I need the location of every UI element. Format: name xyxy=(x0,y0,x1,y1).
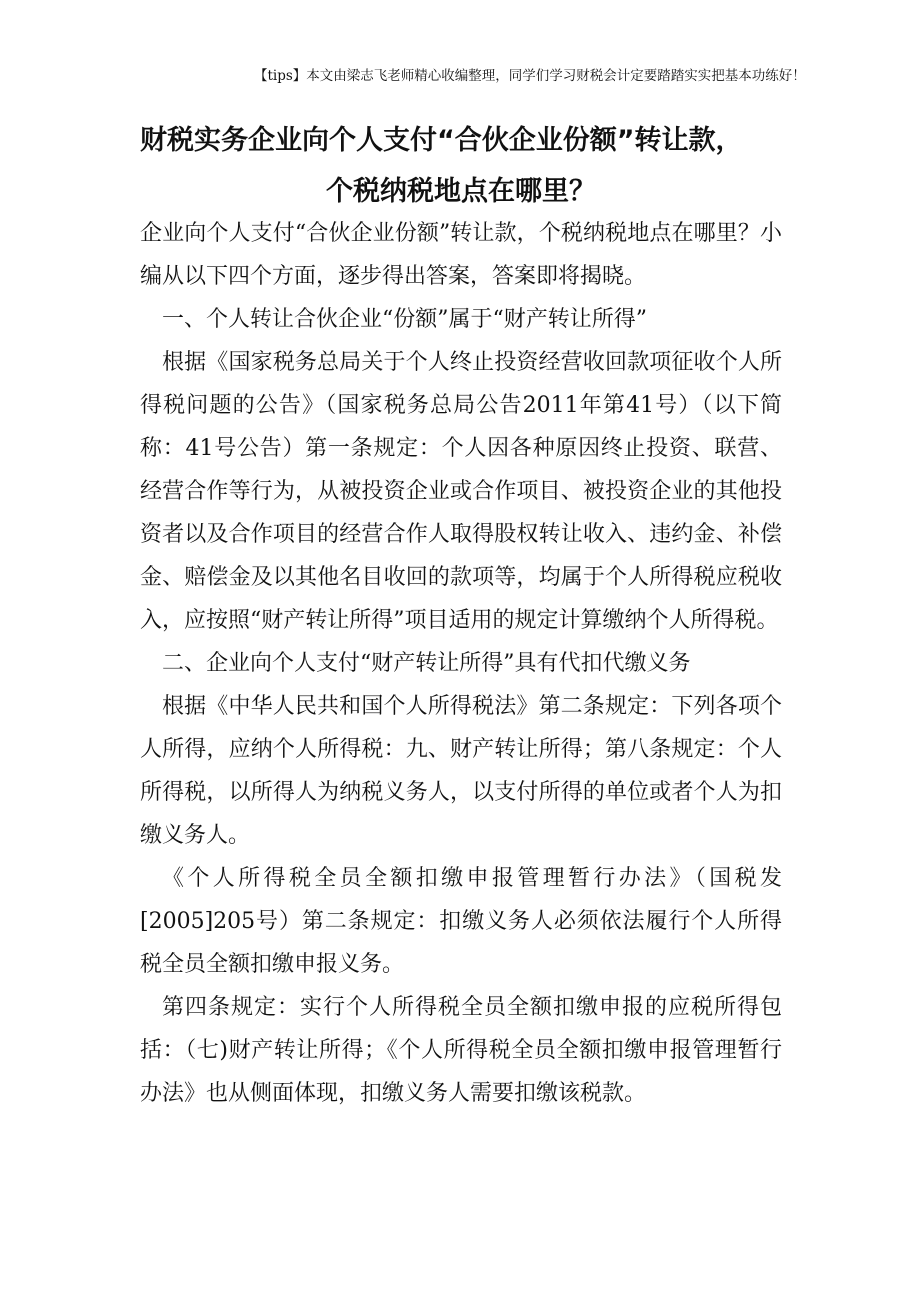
title-line-2: 个税纳税地点在哪里？ xyxy=(326,176,596,207)
body-paragraph: 《个人所得税全员全额扣缴申报管理暂行办法》（国税发[2005]205号）第二条规定：扣缴义务人必须依法履行个人所得税全员全额扣缴申报义务。 xyxy=(140,866,782,977)
section-heading-1: 一、个人转让合伙企业“份额”属于“财产转让所得” xyxy=(162,307,647,332)
body-paragraph: 根据《中华人民共和国个人所得税法》第二条规定：下列各项个人所得，应纳个人所得税：九、财产转让所得；第八条规定：个人所得税，以所得人为纳税义务人，以支付所得的单位或者个人为扣缴义务人。 xyxy=(140,694,782,848)
document-body xyxy=(140,212,782,1115)
header-tip: 【tips】本文由梁志飞老师精心收编整理，同学们学习财税会计定要踏踏实实把基本功练好！ xyxy=(254,68,806,84)
body-paragraph: 根据《国家税务总局关于个人终止投资经营收回款项征收个人所得税问题的公告》（国家税务总局公告2011年第41号）（以下简称：41号公告）第一条规定：个人因各种原因终止投资、联营、经营合作等行为，从被投资企业或合作项目、被投资企业的其他投资者以及合作项目的经营合作人取得股权转让收入、违约金、补偿金、赔偿金及以其他名目收回的款项等，均属于个人所得税应税收入，应按照“财产转让所得”项目适用的规定计算缴纳个人所得税。 xyxy=(140,350,782,633)
title-line-1: 财税实务企业向个人支付“合伙企业份额”转让款， xyxy=(140,125,743,156)
document-title xyxy=(140,118,782,215)
section-heading-2: 二、企业向个人支付“财产转让所得”具有代扣代缴义务 xyxy=(162,651,691,676)
intro-paragraph: 企业向个人支付“合伙企业份额”转让款，个税纳税地点在哪里？小编从以下四个方面，逐步得出答案，答案即将揭晓。 xyxy=(140,221,782,289)
body-paragraph: 第四条规定：实行个人所得税全员全额扣缴申报的应税所得包括：（七)财产转让所得；《个人所得税全员全额扣缴申报管理暂行办法》也从侧面体现，扣缴义务人需要扣缴该税款。 xyxy=(140,995,782,1106)
